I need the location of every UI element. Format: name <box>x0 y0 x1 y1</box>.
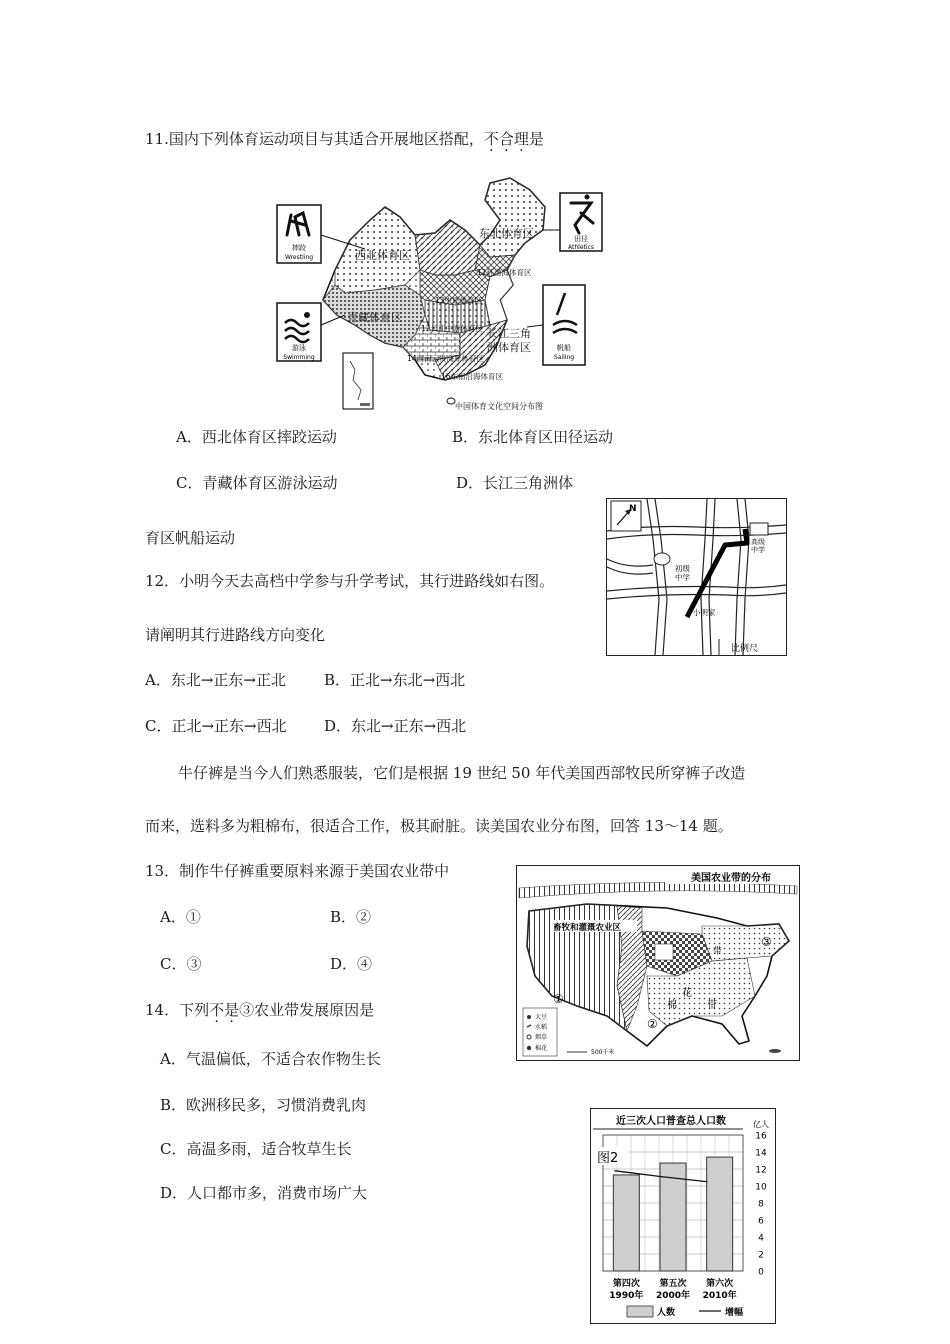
svg-text:大豆: 大豆 <box>535 1014 548 1021</box>
label-senior-school-1: 高级 <box>751 538 765 546</box>
label-northeast: 东北体育区 <box>479 227 534 240</box>
y-tick-label: 0 <box>758 1267 764 1278</box>
legend-line-label: 增幅 <box>725 1308 744 1318</box>
svg-text:田径: 田径 <box>574 235 588 243</box>
q14-option-c[interactable]: C．高温多雨，适合牧草生长 <box>160 1140 352 1158</box>
legend-bar-swatch <box>627 1306 653 1317</box>
x-tick-label: 第五次 <box>659 1279 687 1289</box>
us-map-title: 美国农业带的分布 <box>691 873 771 884</box>
svg-text:摔跤: 摔跤 <box>292 244 306 252</box>
x-tick-label: 2000年 <box>655 1291 691 1301</box>
label-southwest: 14西南云贵高原体育区 <box>407 354 485 363</box>
china-sports-map <box>275 175 605 417</box>
label-senior-school-2: 中学 <box>751 546 765 554</box>
label-cotton-1: 棉 <box>667 1000 677 1011</box>
q11-option-c[interactable]: C．青藏体育区游泳运动 <box>176 474 338 492</box>
label-bohai: 11环渤海体育区 <box>477 268 532 277</box>
svg-text:游泳: 游泳 <box>292 344 306 352</box>
q14-stem: 14．下列不是③农业带发展原因是 <box>145 1001 375 1019</box>
us-map-scale: 500千米 <box>591 1049 615 1056</box>
label-belt-1: ① <box>553 992 564 1006</box>
q11-option-a[interactable]: A．西北体育区摔跤运动 <box>176 428 337 446</box>
svg-text:Athletics: Athletics <box>568 244 594 251</box>
q11-option-b[interactable]: B．东北体育区田径运动 <box>452 428 614 446</box>
label-cotton-3: 带 <box>707 1000 717 1011</box>
q12-option-d[interactable]: D．东北→正东→西北 <box>324 717 467 735</box>
q11-option-d[interactable]: D．长江三角洲体 <box>456 474 574 492</box>
route-map <box>606 498 787 656</box>
q12-option-a[interactable]: A．东北→正东→正北 <box>145 671 286 689</box>
q14-option-a[interactable]: A．气温偏低，不适合农作物生长 <box>160 1050 381 1068</box>
svg-text:棉花: 棉花 <box>535 1045 548 1052</box>
x-tick-label: 2010年 <box>702 1291 737 1301</box>
svg-text:N: N <box>629 504 637 514</box>
y-tick-label: 10 <box>755 1182 767 1193</box>
label-cotton-2: 花 <box>682 988 692 999</box>
label-junior-school-1: 初级 <box>675 564 690 573</box>
population-chart-svg <box>591 1109 775 1323</box>
wrestling-pictogram <box>277 205 321 263</box>
q14-option-d[interactable]: D．人口都市多，消费市场广大 <box>160 1184 368 1202</box>
label-ranching-area: 畜牧和灌溉农业区 <box>553 923 622 933</box>
label-yangtze-delta-1: 长江三角 <box>487 327 531 340</box>
x-tick-label: 第四次 <box>612 1279 640 1289</box>
svg-text:烟草: 烟草 <box>535 1034 548 1041</box>
svg-text:Swimming: Swimming <box>283 354 315 361</box>
q11-stem: 11.国内下列体育运动项目与其适合开展地区搭配，不合理是 <box>145 130 544 148</box>
chart-title: 近三次人口普查总人口数 <box>616 1116 726 1127</box>
y-tick-label: 12 <box>755 1165 767 1176</box>
q12-stem-2: 请阐明其行进路线方向变化 <box>145 626 326 644</box>
population-chart <box>590 1108 776 1324</box>
y-tick-label: 14 <box>755 1148 767 1159</box>
q12-option-b[interactable]: B．正北→东北→西北 <box>324 671 466 689</box>
label-home: 小明家 <box>693 608 716 617</box>
athletics-pictogram <box>560 193 602 251</box>
q13-option-d[interactable]: D．④ <box>330 955 373 973</box>
bar <box>707 1157 733 1271</box>
x-tick-label: 第六次 <box>706 1279 734 1289</box>
label-belt-3: ③ <box>761 935 772 949</box>
label-scale: 比例尺 <box>731 644 759 654</box>
y-tick-label: 6 <box>758 1216 764 1227</box>
svg-text:帆船: 帆船 <box>557 344 571 352</box>
q13-option-b[interactable]: B．② <box>330 908 372 926</box>
q13-stem: 13．制作牛仔裤重要原料来源于美国农业带中 <box>145 862 450 880</box>
passage-line-1: 牛仔裤是当今人们熟悉服装，它们是根据 19 世纪 50 年代美国西部牧民所穿裤子改造 <box>178 764 746 782</box>
us-agriculture-map <box>516 865 800 1061</box>
y-tick-label: 8 <box>758 1199 764 1210</box>
route-line <box>687 529 747 617</box>
label-middle-yangtze: 12长江中游体育区 <box>421 324 484 333</box>
q11-option-d-continued: 育区帆船运动 <box>145 529 236 547</box>
q13-option-c[interactable]: C．③ <box>160 955 202 973</box>
svg-text:水稻: 水稻 <box>535 1024 548 1031</box>
label-junior-school-2: 中学 <box>675 573 690 582</box>
label-central: 13中原体育区 <box>435 296 483 305</box>
bar <box>613 1175 639 1271</box>
svg-text:Sailing: Sailing <box>553 354 575 361</box>
y-tick-label: 2 <box>758 1250 764 1261</box>
label-yangtze-delta-2: 洲体育区 <box>487 341 531 354</box>
svg-text:Wrestling: Wrestling <box>284 254 314 261</box>
swimming-pictogram <box>277 303 321 361</box>
passage-line-2: 而来，选料多为粗棉布，很适合工作，极其耐脏。读美国农业分布图，回答 13～14 题。 <box>145 817 733 835</box>
y-tick-label: 16 <box>755 1131 767 1142</box>
y-axis-unit: 亿人 <box>753 1120 769 1129</box>
figure-tag: 图2 <box>597 1151 619 1166</box>
label-qingzang: 青藏体育区 <box>347 311 402 324</box>
label-northwest: 西北体育区 <box>355 249 410 262</box>
y-tick-label: 4 <box>758 1233 764 1244</box>
x-tick-label: 1990年 <box>609 1291 644 1301</box>
q14-option-b[interactable]: B．欧洲移民多，习惯消费乳肉 <box>160 1096 367 1114</box>
china-map-caption: 中国体育文化空间分布图 <box>455 402 543 411</box>
label-belt: 带 <box>713 947 723 957</box>
q12-option-c[interactable]: C．正北→正东→西北 <box>145 717 287 735</box>
label-belt-2: ② <box>647 1017 658 1031</box>
q12-stem: 12．小明今天去高档中学参与升学考试，其行进路线如右图。 <box>145 572 555 590</box>
label-southeast: 16东南沿海体育区 <box>441 372 504 381</box>
q13-option-a[interactable]: A．① <box>160 908 201 926</box>
sailing-pictogram <box>543 285 585 365</box>
legend-bar-label: 人数 <box>657 1308 676 1318</box>
